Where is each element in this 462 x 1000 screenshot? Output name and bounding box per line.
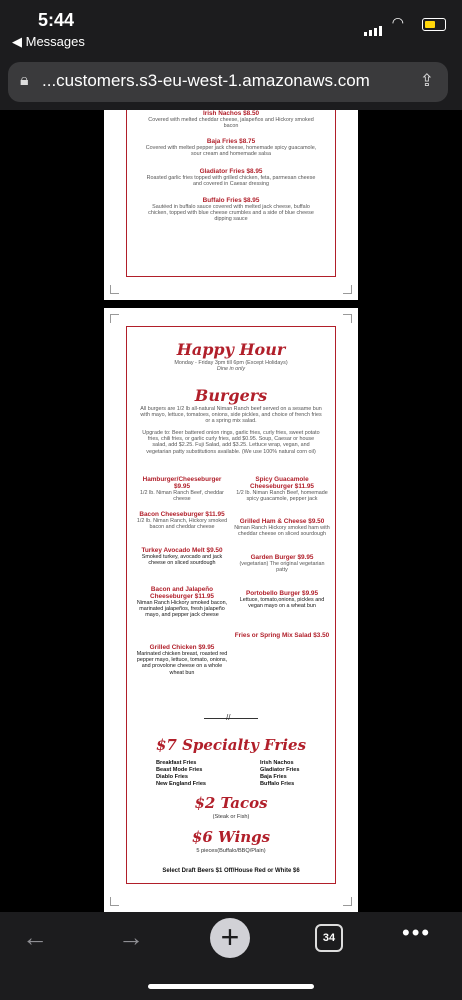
- tabs-button[interactable]: 34: [315, 924, 343, 952]
- item-title: Bacon Cheeseburger $11.95: [139, 511, 225, 518]
- battery-icon: [422, 18, 446, 31]
- burger-note: All burgers are 1/2 lb all-natural Niman Ranch beef served on a sesame bun with mayo, lettuce, tomatoes, onions, side pickles, and choice of french fries or a spring mix salad.: [140, 406, 322, 425]
- happy-hour-heading: Happy Hour: [176, 340, 286, 359]
- item-title: Fries or Spring Mix Salad $3.50: [234, 632, 330, 639]
- crop-mark: [343, 897, 352, 906]
- address-bar[interactable]: [8, 62, 448, 102]
- page-border: [126, 110, 336, 277]
- hours-text: Monday - Friday 3pm till 6pm (Except Holidays): [174, 360, 288, 366]
- item-description: Roasted garlic fries topped with grilled chicken, feta, parmesan cheese and covered in Caesar dressing: [146, 175, 316, 188]
- status-bar: [0, 0, 462, 56]
- menu-item: [234, 554, 330, 573]
- fries-item: Buffalo Fries: [260, 781, 295, 787]
- item-title: Buffalo Fries $8.95: [202, 197, 260, 204]
- menu-item: [234, 590, 330, 609]
- item-description: Niman Ranch Hickory smoked ham with cheddar cheese on sliced sourdough: [234, 525, 330, 538]
- item-title: Spicy Guacamole Cheeseburger $11.95: [250, 476, 314, 490]
- back-arrow-icon[interactable]: ←: [22, 922, 48, 952]
- menu-item: [234, 518, 330, 537]
- item-title: Gladiator Fries $8.95: [199, 168, 263, 175]
- fries-list-left: [156, 760, 226, 788]
- menu-item: [134, 586, 230, 619]
- address-bar-container: [0, 56, 462, 110]
- share-icon[interactable]: ⇪: [419, 71, 434, 90]
- menu-page-2: [104, 308, 358, 912]
- item-title: Hamburger/Cheeseburger $9.95: [142, 476, 222, 490]
- item-title: Baja Fries $8.75: [206, 138, 256, 145]
- wings-subtitle: 5 pieces(Buffalo/BBQ/Plain): [196, 848, 266, 854]
- drinks-special: Select Draft Beers $1 Off/House Red or White $6: [162, 868, 300, 874]
- item-title: Turkey Avocado Melt $9.50: [141, 547, 223, 554]
- item-description: (vegetarian) The original vegetarian patty: [239, 561, 325, 574]
- item-description: 1/2 lb. Niman Ranch, Hickory smoked bacon and cheddar cheese: [136, 518, 228, 531]
- menu-item: [234, 476, 330, 502]
- item-title: Grilled Chicken $9.95: [149, 644, 215, 651]
- specialty-fries-heading: $7 Specialty Fries: [155, 736, 307, 754]
- wings-heading: $6 Wings: [191, 828, 271, 846]
- menu-page-1: [104, 110, 358, 300]
- tacos-heading: $2 Tacos: [194, 794, 268, 812]
- new-tab-plus-icon[interactable]: +: [210, 918, 250, 958]
- dine-in-note: Dine in only: [216, 366, 246, 373]
- menu-item: [134, 511, 230, 530]
- url-text[interactable]: ...customers.s3-eu-west-1.amazonaws.com: [42, 71, 370, 90]
- home-indicator[interactable]: [148, 984, 314, 989]
- menu-item: [234, 632, 330, 639]
- crop-mark: [343, 285, 352, 294]
- item-description: 1/2 lb. Niman Ranch Beef, cheddar cheese: [140, 490, 224, 503]
- menu-item: [134, 644, 230, 676]
- item-title: Grilled Ham & Cheese $9.50: [239, 518, 325, 525]
- clock: 5:44: [38, 10, 75, 30]
- fries-item: Irish Nachos: [260, 760, 294, 766]
- crop-mark: [343, 314, 352, 323]
- item-title: Bacon and Jalapeño Cheeseburger $11.95: [150, 586, 214, 600]
- fries-item: New England Fries: [156, 781, 207, 787]
- menu-item: [144, 168, 318, 187]
- fries-item: Baja Fries: [260, 774, 287, 780]
- browser-toolbar: [0, 912, 462, 1000]
- lock-icon: 🔒︎: [20, 72, 29, 89]
- item-description: Lettuce, tomato,onions, pickles and vegan mayo on a wheat bun: [239, 597, 325, 610]
- menu-item: [144, 138, 318, 157]
- item-title: Portobello Burger $9.95: [245, 590, 319, 597]
- crop-mark: [110, 285, 119, 294]
- fries-list-right: [260, 760, 330, 788]
- fries-item: Diablo Fries: [156, 774, 189, 780]
- tacos-subtitle: (Steak or Fish): [212, 814, 250, 820]
- happy-hour-hours: [104, 360, 358, 372]
- more-dots-icon[interactable]: •••: [402, 920, 432, 945]
- item-description: Smoked turkey, avocado and jack cheese on sliced sourdough: [141, 554, 223, 567]
- item-description: 1/2 lb. Niman Ranch Beef, homemade spicy guacamole, pepper jack: [236, 490, 328, 503]
- fries-item: Breakfast Fries: [156, 760, 197, 766]
- item-description: Sautéed in buffalo sauce covered with melted jack cheese, buffalo chicken, topped with blue cheese crumbles and a side of blue cheese dipping sauce: [148, 204, 314, 223]
- crop-mark: [110, 314, 119, 323]
- fries-item: Gladiator Fries: [260, 767, 300, 773]
- fries-item: Beast Mode Fries: [156, 767, 203, 773]
- back-to-messages-link[interactable]: ◀ Messages: [12, 34, 85, 49]
- section-divider: [204, 718, 258, 719]
- item-title: Irish Nachos $8.50: [202, 110, 260, 117]
- item-description: Niman Ranch Hickory smoked bacon, marinated jalapeños, fresh jalapeño mayo, and pepper jack cheese: [136, 600, 228, 619]
- menu-item: [144, 110, 318, 129]
- item-description: Covered with melted cheddar cheese, jalapeños and Hickory smoked bacon: [148, 117, 314, 130]
- menu-item: [144, 197, 318, 223]
- menu-item: [134, 476, 230, 502]
- item-description: Covered with melted pepper jack cheese, homemade spicy guacamole, sour cream and homemade salsa: [145, 145, 317, 158]
- menu-item: [134, 547, 230, 566]
- burgers-heading: Burgers: [194, 386, 268, 405]
- upgrade-note: Upgrade to: Beer battered onion rings, garlic fries, curly fries, sweet potato fries, chili fries, or garlic curly fries, add $0.95. Soup, Caesar or house salad, add $2.25. Fuji Salad, add $3.25. Lettuce wrap, vegan, and vegetarian patty substitutions available. (We use 100% natural corn oil): [142, 430, 320, 455]
- crop-mark: [110, 897, 119, 906]
- cellular-signal-icon: [364, 18, 384, 36]
- forward-arrow-icon[interactable]: →: [118, 922, 144, 952]
- pdf-viewer[interactable]: [0, 110, 462, 912]
- item-title: Garden Burger $9.95: [250, 554, 314, 561]
- item-description: Marinated chicken breast, roasted red pepper mayo, lettuce, tomato, onions, and provolone cheese on a whole wheat bun: [136, 651, 228, 676]
- wifi-icon: ◠: [391, 14, 404, 30]
